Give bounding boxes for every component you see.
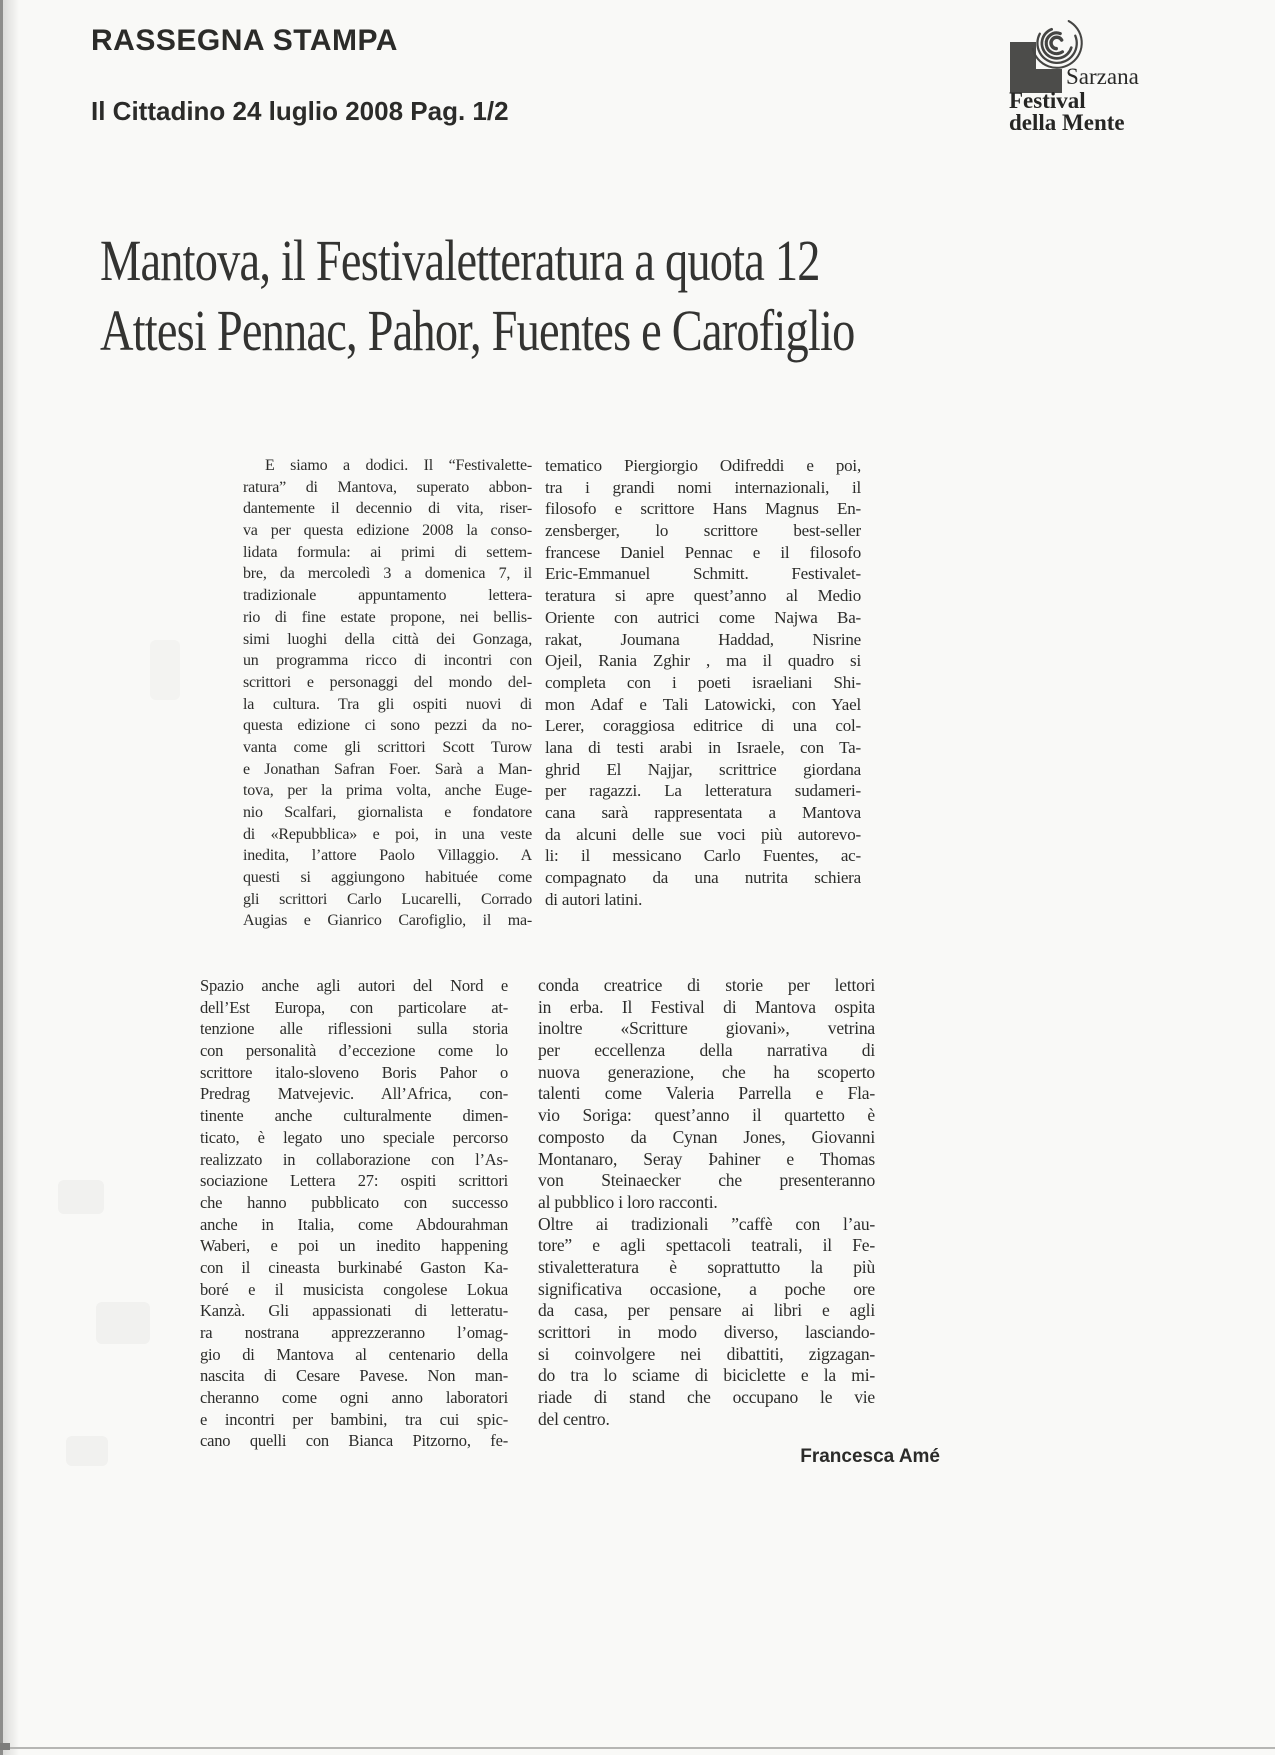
article-line: teratura si apre quest’anno al Medio	[545, 586, 861, 606]
press-review-kicker: RASSEGNA STAMPA	[91, 24, 398, 57]
article-line: scrittore italo-sloveno Boris Pahor o	[200, 1062, 508, 1082]
headline-line2: Attesi Pennac, Pahor, Fuentes e Carofiglio	[100, 298, 855, 363]
article-line: dantemente il decennio di vita, riser-	[243, 500, 532, 518]
article-line: per ragazzi. La letteratura sudameri-	[545, 781, 861, 801]
article-line: e incontri per bambini, tra cui spic-	[200, 1409, 508, 1429]
article-line: Ojeil, Rania Zghir , ma il quadro si	[545, 651, 861, 671]
scan-edge-bottom	[0, 1747, 1275, 1749]
article-line: stivaletteratura è soprattutto la più	[538, 1256, 875, 1277]
article-line: in erba. Il Festival di Mantova ospita	[538, 996, 875, 1017]
article-line: con il cineasta burkinabé Gaston Ka-	[200, 1257, 508, 1277]
article-line: da casa, per pensare ai libri e agli	[538, 1300, 875, 1321]
article-line: do tra lo sciame di biciclette e la mi-	[538, 1365, 875, 1386]
article-line: Eric-Emmanuel Schmitt. Festivalet-	[545, 564, 861, 584]
article-line: tinente anche culturalmente dimen-	[200, 1106, 508, 1126]
article-line: da alcuni delle sue voci più autorevo-	[545, 824, 861, 844]
article-line: Lerer, coraggiosa editrice di una col-	[545, 716, 861, 736]
article-line: francese Daniel Pennac e il filosofo	[545, 542, 861, 562]
article-column-top-left	[243, 455, 532, 932]
article-line: dell’Est Europa, con particolare at-	[200, 997, 508, 1017]
article-line: anche in Italia, come Abdourahman	[200, 1214, 508, 1234]
article-line: riade di stand che occupano le vie	[538, 1387, 875, 1408]
article-line: va per questa edizione 2008 la conso-	[243, 522, 532, 540]
article-line: boré e il musicista congolese Lokua	[200, 1279, 508, 1299]
article-line: di «Repubblica» e poi, in una veste	[243, 825, 532, 843]
article-line: al pubblico i loro racconti.	[538, 1191, 718, 1212]
article-line: completa con i poeti israeliani Shi-	[545, 672, 861, 692]
article-line: talenti come Valeria Parrella e Fla-	[538, 1083, 875, 1104]
scan-edge-bottom-nub	[0, 1743, 10, 1750]
scan-blotch	[96, 1302, 150, 1344]
article-line: che hanno pubblicato con successo	[200, 1192, 508, 1212]
scan-blotch	[66, 1436, 108, 1466]
article-line: tematico Piergiorgio Odifreddi e poi,	[545, 456, 861, 475]
article-column-top-right	[545, 455, 861, 910]
logo-place-name: Sarzana	[1066, 64, 1139, 89]
article-line: tenzione alle riflessioni sulla storia	[200, 1019, 508, 1039]
article-headline	[100, 226, 1043, 366]
article-line: gio di Mantova al centenario della	[200, 1344, 508, 1364]
article-line: bre, da mercoledì 3 a domenica 7, il	[243, 565, 532, 583]
article-line: mon Adaf e Tali Latowicki, con Yael	[545, 694, 861, 714]
headline-line1: Mantova, il Festivaletteratura a quota 12	[100, 228, 820, 293]
logo-title-line2: della Mente	[1009, 110, 1125, 135]
article-line: scrittori e personaggi del mondo del-	[243, 673, 532, 691]
article-line: simi luoghi della città dei Gonzaga,	[243, 630, 532, 648]
article-column-bottom-right	[538, 975, 875, 1430]
article-line: tore” e agli spettacoli teatrali, il Fe-	[538, 1235, 875, 1256]
scan-edge-left-shadow	[3, 0, 19, 1755]
article-line: per eccellenza della narrativa di	[538, 1040, 875, 1061]
article-line: rakat, Joumana Haddad, Nisrine	[545, 629, 861, 649]
article-line: e Jonathan Safran Foer. Sarà a Man-	[243, 760, 532, 778]
article-line: lidata formula: ai primi di settem-	[243, 543, 532, 561]
article-line: questi si aggiungono habituée come	[243, 869, 532, 887]
author-byline: Francesca Amé	[800, 1446, 940, 1467]
article-line: di autori latini.	[545, 889, 643, 909]
article-line: sociazione Lettera 27: ospiti scrittori	[200, 1171, 508, 1191]
article-line: lana di testi arabi in Israele, con Ta-	[545, 737, 861, 757]
article-line: gli scrittori Carlo Lucarelli, Corrado	[243, 890, 532, 908]
article-line: del centro.	[538, 1408, 610, 1429]
article-line: conda creatrice di storie per lettori	[538, 975, 875, 995]
article-line: ticato, è legato uno speciale percorso	[200, 1127, 508, 1147]
article-line: ra nostrana apprezzeranno l’omag-	[200, 1323, 508, 1342]
article-line: significativa occasione, a poche ore	[538, 1278, 875, 1299]
article-line: cana sarà rappresentata a Mantova	[545, 803, 861, 822]
article-line: ghrid El Najjar, scrittrice giordana	[545, 759, 861, 779]
scan-blotch	[150, 640, 180, 700]
article-line: scrittori in modo diverso, lasciando-	[538, 1322, 875, 1342]
article-line: inoltre «Scritture giovani», vetrina	[538, 1018, 875, 1039]
article-line: Predrag Matvejevic. All’Africa, con-	[200, 1084, 508, 1104]
source-date-page-line: Il Cittadino 24 luglio 2008 Pag. 1/2	[91, 96, 509, 126]
article-line: cano quelli con Bianca Pitzorno, fe-	[200, 1431, 508, 1451]
article-line: la cultura. Tra gli ospiti nuovi di	[243, 695, 532, 713]
article-line: filosofo e scrittore Hans Magnus En-	[545, 499, 861, 519]
article-line: rio di fine estate propone, nei bellis-	[243, 608, 532, 626]
article-line: Oriente con autrici come Najwa Ba-	[545, 607, 861, 627]
article-line: tova, per la prima volta, anche Euge-	[243, 782, 532, 800]
article-line: composto da Cynan Jones, Giovanni	[538, 1126, 875, 1147]
article-line: nio Scalfari, giornalista e fondatore	[243, 804, 532, 821]
article-line: nuova generazione, che ha scoperto	[538, 1061, 875, 1082]
article-line: li: il messicano Carlo Fuentes, ac-	[545, 846, 861, 866]
article-line: cheranno come ogni anno laboratori	[200, 1388, 508, 1408]
scan-blotch	[58, 1180, 104, 1214]
article-line: Spazio anche agli autori del Nord e	[200, 976, 508, 995]
article-line: E siamo a dodici. Il “Festivalette-	[265, 457, 532, 474]
article-line: ratura” di Mantova, superato abbon-	[243, 478, 532, 496]
festival-della-mente-logo	[1005, 14, 1165, 139]
article-line: realizzato in collaborazione con l’As-	[200, 1149, 508, 1169]
article-line: von Steinaecker che presenteranno	[538, 1170, 875, 1191]
article-line: vanta come gli scrittori Scott Turow	[243, 738, 532, 756]
article-line: vio Soriga: quest’anno il quartetto è	[538, 1105, 875, 1126]
article-line: zensberger, lo scrittore best-seller	[545, 521, 861, 541]
article-line: compagnato da una nutrita schiera	[545, 868, 861, 888]
logo-title-line1: Festival	[1009, 88, 1086, 113]
article-line: tra i grandi nomi internazionali, il	[545, 477, 861, 497]
article-line: Waberi, e poi un inedito happening	[200, 1236, 508, 1256]
article-line: Oltre ai tradizionali ”caffè con l’au-	[538, 1213, 875, 1234]
article-line: con personalità d’eccezione come lo	[200, 1041, 508, 1061]
article-line: un programma ricco di incontri con	[243, 652, 532, 670]
article-column-bottom-left	[200, 975, 508, 1452]
article-line: nascita di Cesare Pavese. Non man-	[200, 1366, 508, 1386]
article-line: Montanaro, Seray Þahiner e Thomas	[538, 1148, 875, 1169]
article-line: Kanzà. Gli appassionati di letteratu-	[200, 1301, 508, 1321]
article-line: si coinvolgere nei dibattiti, zigzagan-	[538, 1343, 875, 1364]
article-line: inedita, l’attore Paolo Villaggio. A	[243, 847, 532, 865]
article-line: Augias e Gianrico Carofiglio, il ma-	[243, 912, 532, 930]
article-line: questa edizione ci sono pezzi da no-	[243, 717, 532, 735]
article-line: tradizionale appuntamento lettera-	[243, 587, 532, 605]
